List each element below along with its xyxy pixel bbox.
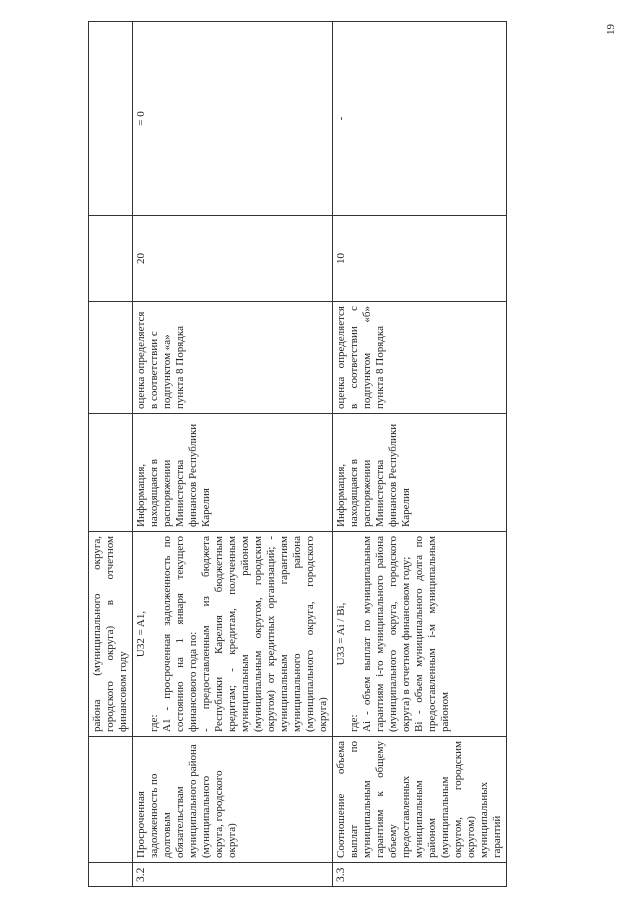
table-row [89,22,133,887]
row-number: 3.3 [333,863,507,887]
def-a: A1 - просроченная задолженность по состоянию на 1 января текущего финансового года по: [161,536,199,732]
criteria-table [88,21,507,887]
threshold: - [333,22,507,216]
calc-method [133,532,333,737]
weight: 10 [333,216,507,302]
threshold: = 0 [133,22,333,216]
where-label: где: [348,714,360,732]
formula: U33 = Ai / Bi, [335,602,347,666]
row-number: 3.2 [133,863,333,887]
assessment: оценка определяется в соответствии с подпунктом «б» пункта 8 Порядка [333,302,507,414]
def-a: Ai - объем выплат по муниципальным гарантиям i-го муниципального района (муниципального округа, городского округа) в отчетном финансовом году; [361,536,412,732]
assessment: оценка определяется в соответствии с подпунктом «а» пункта 8 Порядка [133,302,333,414]
table-row [333,22,507,887]
calc-method [333,532,507,737]
formula: U32 = A1, [135,610,147,658]
table-row [133,22,333,887]
def-items: - предоставленным из бюджета Республики Карелия бюджетным кредитам; - кредитам, полученным муниципальным районом (муниципальным округом, городским округом) от кредитных организаций; - муниципальным гарантиям муниципального района (муниципального округа, городского округа) [200,536,329,732]
info-source: Информация, находящаяся в распоряжении Министерства финансов Республики Карелия [133,414,333,532]
page-number: 19 [605,24,617,35]
indicator-name: Просроченная задолженность по долговым обязательствам муниципального района (муниципального округа, городского округа) [133,737,333,863]
info-source: Информация, находящаяся в распоряжении Министерства финансов Республики Карелия [333,414,507,532]
indicator-name: Соотношение объема выплат по муниципальным гарантиям к общему объему предоставленных муниципальным районом (муниципальным округом, городским округом) муниципальных гарантий [333,737,507,863]
cell-continuation: района (муниципального округа, городского округа) в отчетном финансовом году [89,532,133,737]
where-label: где: [148,714,160,732]
def-b: Bi - объем муниципального долга по предоставленным i-м муниципальным районом [413,536,451,732]
weight: 20 [133,216,333,302]
